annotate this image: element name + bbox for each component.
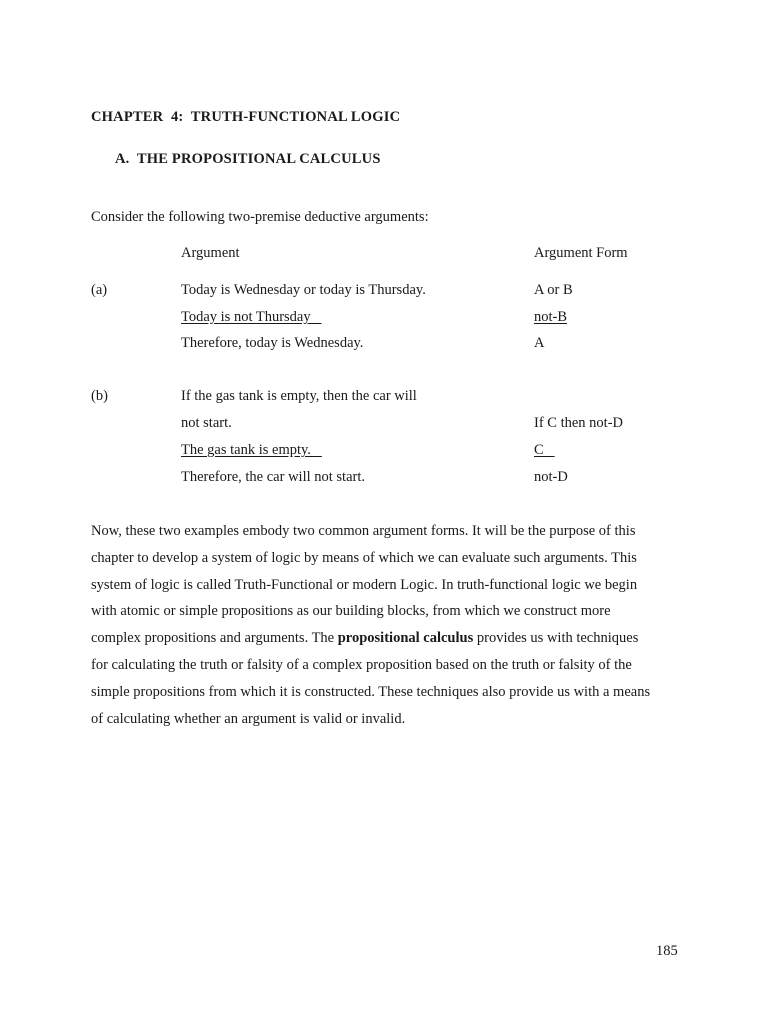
paragraph-line: with atomic or simple propositions as our building blocks, from which we construct more (91, 603, 611, 620)
body-paragraph (91, 518, 691, 732)
paragraph-line: chapter to develop a system of logic by means of which we can evaluate such arguments. This (91, 549, 637, 566)
header-argument: Argument (181, 245, 240, 261)
example-a-premise-1: Today is Wednesday or today is Thursday. (181, 282, 426, 298)
example-b-form-1: If C then not-D (534, 415, 623, 431)
paragraph-line: Now, these two examples embody two common argument forms. It will be the purpose of this (91, 523, 636, 539)
paragraph-text: complex propositions and arguments. The (91, 630, 338, 647)
example-a-premise-2 (181, 309, 321, 326)
example-b-premise-2 (181, 442, 322, 459)
example-a-premise-2-text: Today is not Thursday (181, 309, 322, 325)
example-a-conclusion: Therefore, today is Wednesday. (181, 335, 364, 351)
example-b-form-3: not-D (534, 469, 568, 485)
section-title: A. THE PROPOSITIONAL CALCULUS (115, 151, 381, 167)
example-b-premise-1b: not start. (181, 415, 232, 431)
header-argument-form: Argument Form (534, 245, 628, 261)
paragraph-line: system of logic is called Truth-Functional or modern Logic. In truth-functional logic we begin (91, 576, 638, 593)
paragraph-line: of calculating whether an argument is valid or invalid. (91, 710, 406, 727)
example-b-label: (b) (91, 388, 108, 404)
paragraph-line (91, 625, 691, 652)
example-b-premise-1a: If the gas tank is empty, then the car will (181, 388, 417, 404)
page-number: 185 (656, 943, 678, 959)
example-a-label: (a) (91, 282, 108, 298)
example-a-form-3: A (534, 335, 545, 351)
paragraph-line: simple propositions from which it is constructed. These techniques also provide us with a means (91, 683, 651, 700)
term-propositional-calculus: propositional calculus (337, 630, 474, 647)
example-b-conclusion: Therefore, the car will not start. (181, 469, 365, 485)
intro-text: Consider the following two-premise deductive arguments: (91, 209, 429, 225)
example-a-form-1: A or B (534, 282, 573, 298)
example-a-form-2-text: not-B (534, 309, 568, 325)
example-b-premise-2-text: The gas tank is empty. (181, 442, 322, 458)
paragraph-text: provides us with techniques (473, 630, 639, 647)
paragraph-line: for calculating the truth or falsity of a complex proposition based on the truth or falsity of the (91, 656, 632, 673)
chapter-title: CHAPTER 4: TRUTH-FUNCTIONAL LOGIC (91, 109, 401, 125)
example-b-form-2-text: C (534, 442, 555, 458)
example-a-form-2 (534, 309, 567, 326)
example-b-form-2 (534, 442, 555, 459)
